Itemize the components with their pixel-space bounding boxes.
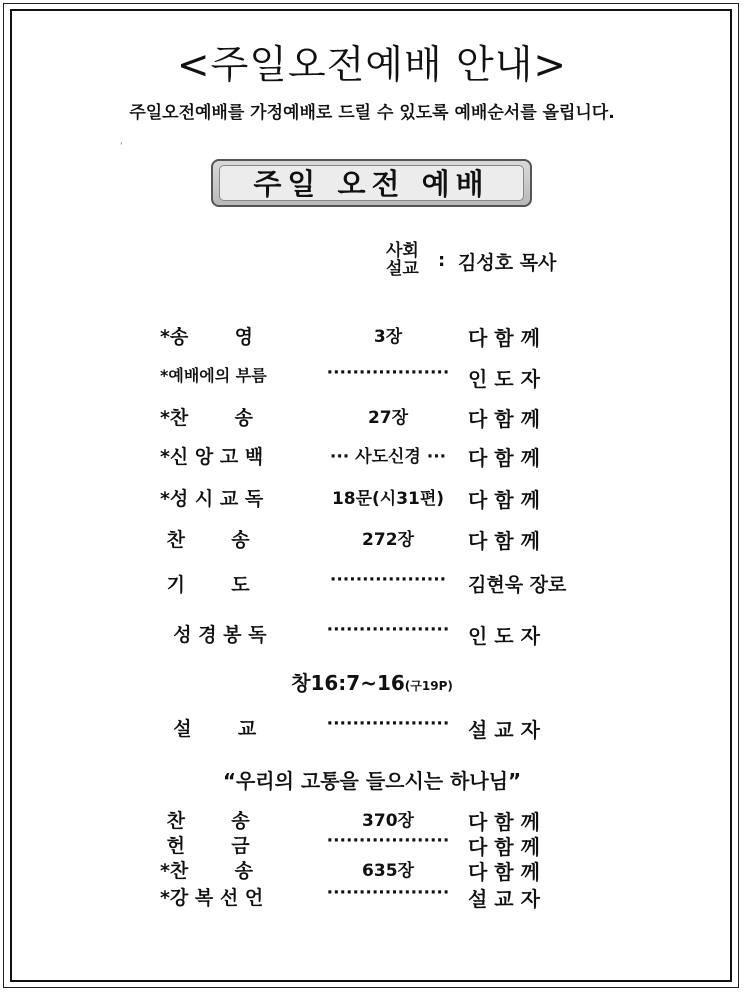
order-label: *신 앙 고 백 — [160, 446, 264, 468]
order-leader: 인 도 자 — [468, 367, 540, 391]
scripture-page: (구19P) — [404, 679, 453, 693]
order-label: *찬 송 — [160, 860, 253, 882]
order-row — [0, 363, 744, 389]
order-detail: ··················· — [326, 620, 450, 640]
order-row — [0, 570, 744, 596]
order-label: 찬 송 — [160, 810, 250, 832]
officiant-name: 김성호 목사 — [458, 252, 557, 274]
order-row — [0, 620, 744, 646]
order-leader: 다 함 께 — [468, 326, 540, 350]
order-label: *송 영 — [160, 326, 253, 348]
order-detail: ·················· — [329, 570, 447, 590]
page-subtitle: 주일오전예배를 가정예배로 드릴 수 있도록 예배순서를 올립니다. — [129, 103, 615, 123]
order-label: 기 도 — [160, 574, 250, 596]
service-banner-label: 주일 오전 예배 — [219, 165, 524, 201]
order-label: *강 복 선 언 — [160, 887, 264, 909]
order-leader: 인 도 자 — [468, 624, 540, 648]
order-leader: 설 교 자 — [468, 887, 540, 911]
order-detail: 635장 — [362, 861, 414, 881]
order-label: 설 교 — [160, 718, 257, 740]
order-leader: 다 함 께 — [468, 810, 540, 834]
order-row — [0, 442, 744, 468]
order-detail: ··················· — [326, 883, 450, 903]
order-label: *성 시 교 독 — [160, 488, 264, 510]
order-detail: 27장 — [367, 408, 409, 428]
order-detail: ··· 사도신경 ··· — [329, 447, 447, 467]
closing-row — [0, 856, 744, 882]
order-label: 헌 금 — [160, 835, 250, 857]
order-leader: 다 함 께 — [468, 529, 540, 553]
order-label: 찬 송 — [160, 529, 250, 551]
order-leader: 다 함 께 — [468, 860, 540, 884]
role-preacher: 설교 — [386, 259, 419, 279]
closing-row — [0, 806, 744, 832]
order-row — [0, 403, 744, 429]
order-detail: 18문(시31편) — [331, 489, 445, 509]
order-label: *찬 송 — [160, 407, 253, 429]
role-presider: 사회 — [386, 241, 419, 261]
order-detail: ··················· — [326, 714, 450, 734]
officiant-block — [386, 242, 646, 282]
page-title: <주일오전예배 안내> — [176, 43, 568, 88]
order-row — [0, 484, 744, 510]
order-leader: 설 교 자 — [468, 718, 540, 742]
order-leader: 다 함 께 — [468, 835, 540, 859]
order-label: 성 경 봉 독 — [160, 624, 267, 646]
scripture-passage: 창16:7~16 — [291, 671, 405, 695]
order-detail: 370장 — [362, 811, 414, 831]
scripture-reference — [0, 667, 744, 696]
service-banner — [211, 159, 532, 207]
sermon-title: “우리의 고통을 들으시는 하나님” — [222, 769, 522, 793]
order-label: *예배에의 부름 — [160, 366, 267, 385]
order-detail: ··················· — [326, 831, 450, 851]
officiant-roles — [386, 242, 419, 278]
order-row-sermon — [0, 714, 744, 740]
closing-row — [0, 831, 744, 857]
closing-row — [0, 883, 744, 909]
order-leader: 김현욱 장로 — [468, 574, 567, 596]
order-row — [0, 525, 744, 551]
order-detail: ··················· — [326, 363, 450, 383]
order-leader: 다 함 께 — [468, 407, 540, 431]
officiant-colon: : — [438, 250, 446, 271]
stray-mark: ˈ — [120, 142, 123, 152]
order-row — [0, 322, 744, 348]
order-detail: 272장 — [362, 530, 414, 550]
order-leader: 다 함 께 — [468, 488, 540, 512]
order-detail: 3장 — [373, 327, 403, 347]
order-leader: 다 함 께 — [468, 446, 540, 470]
